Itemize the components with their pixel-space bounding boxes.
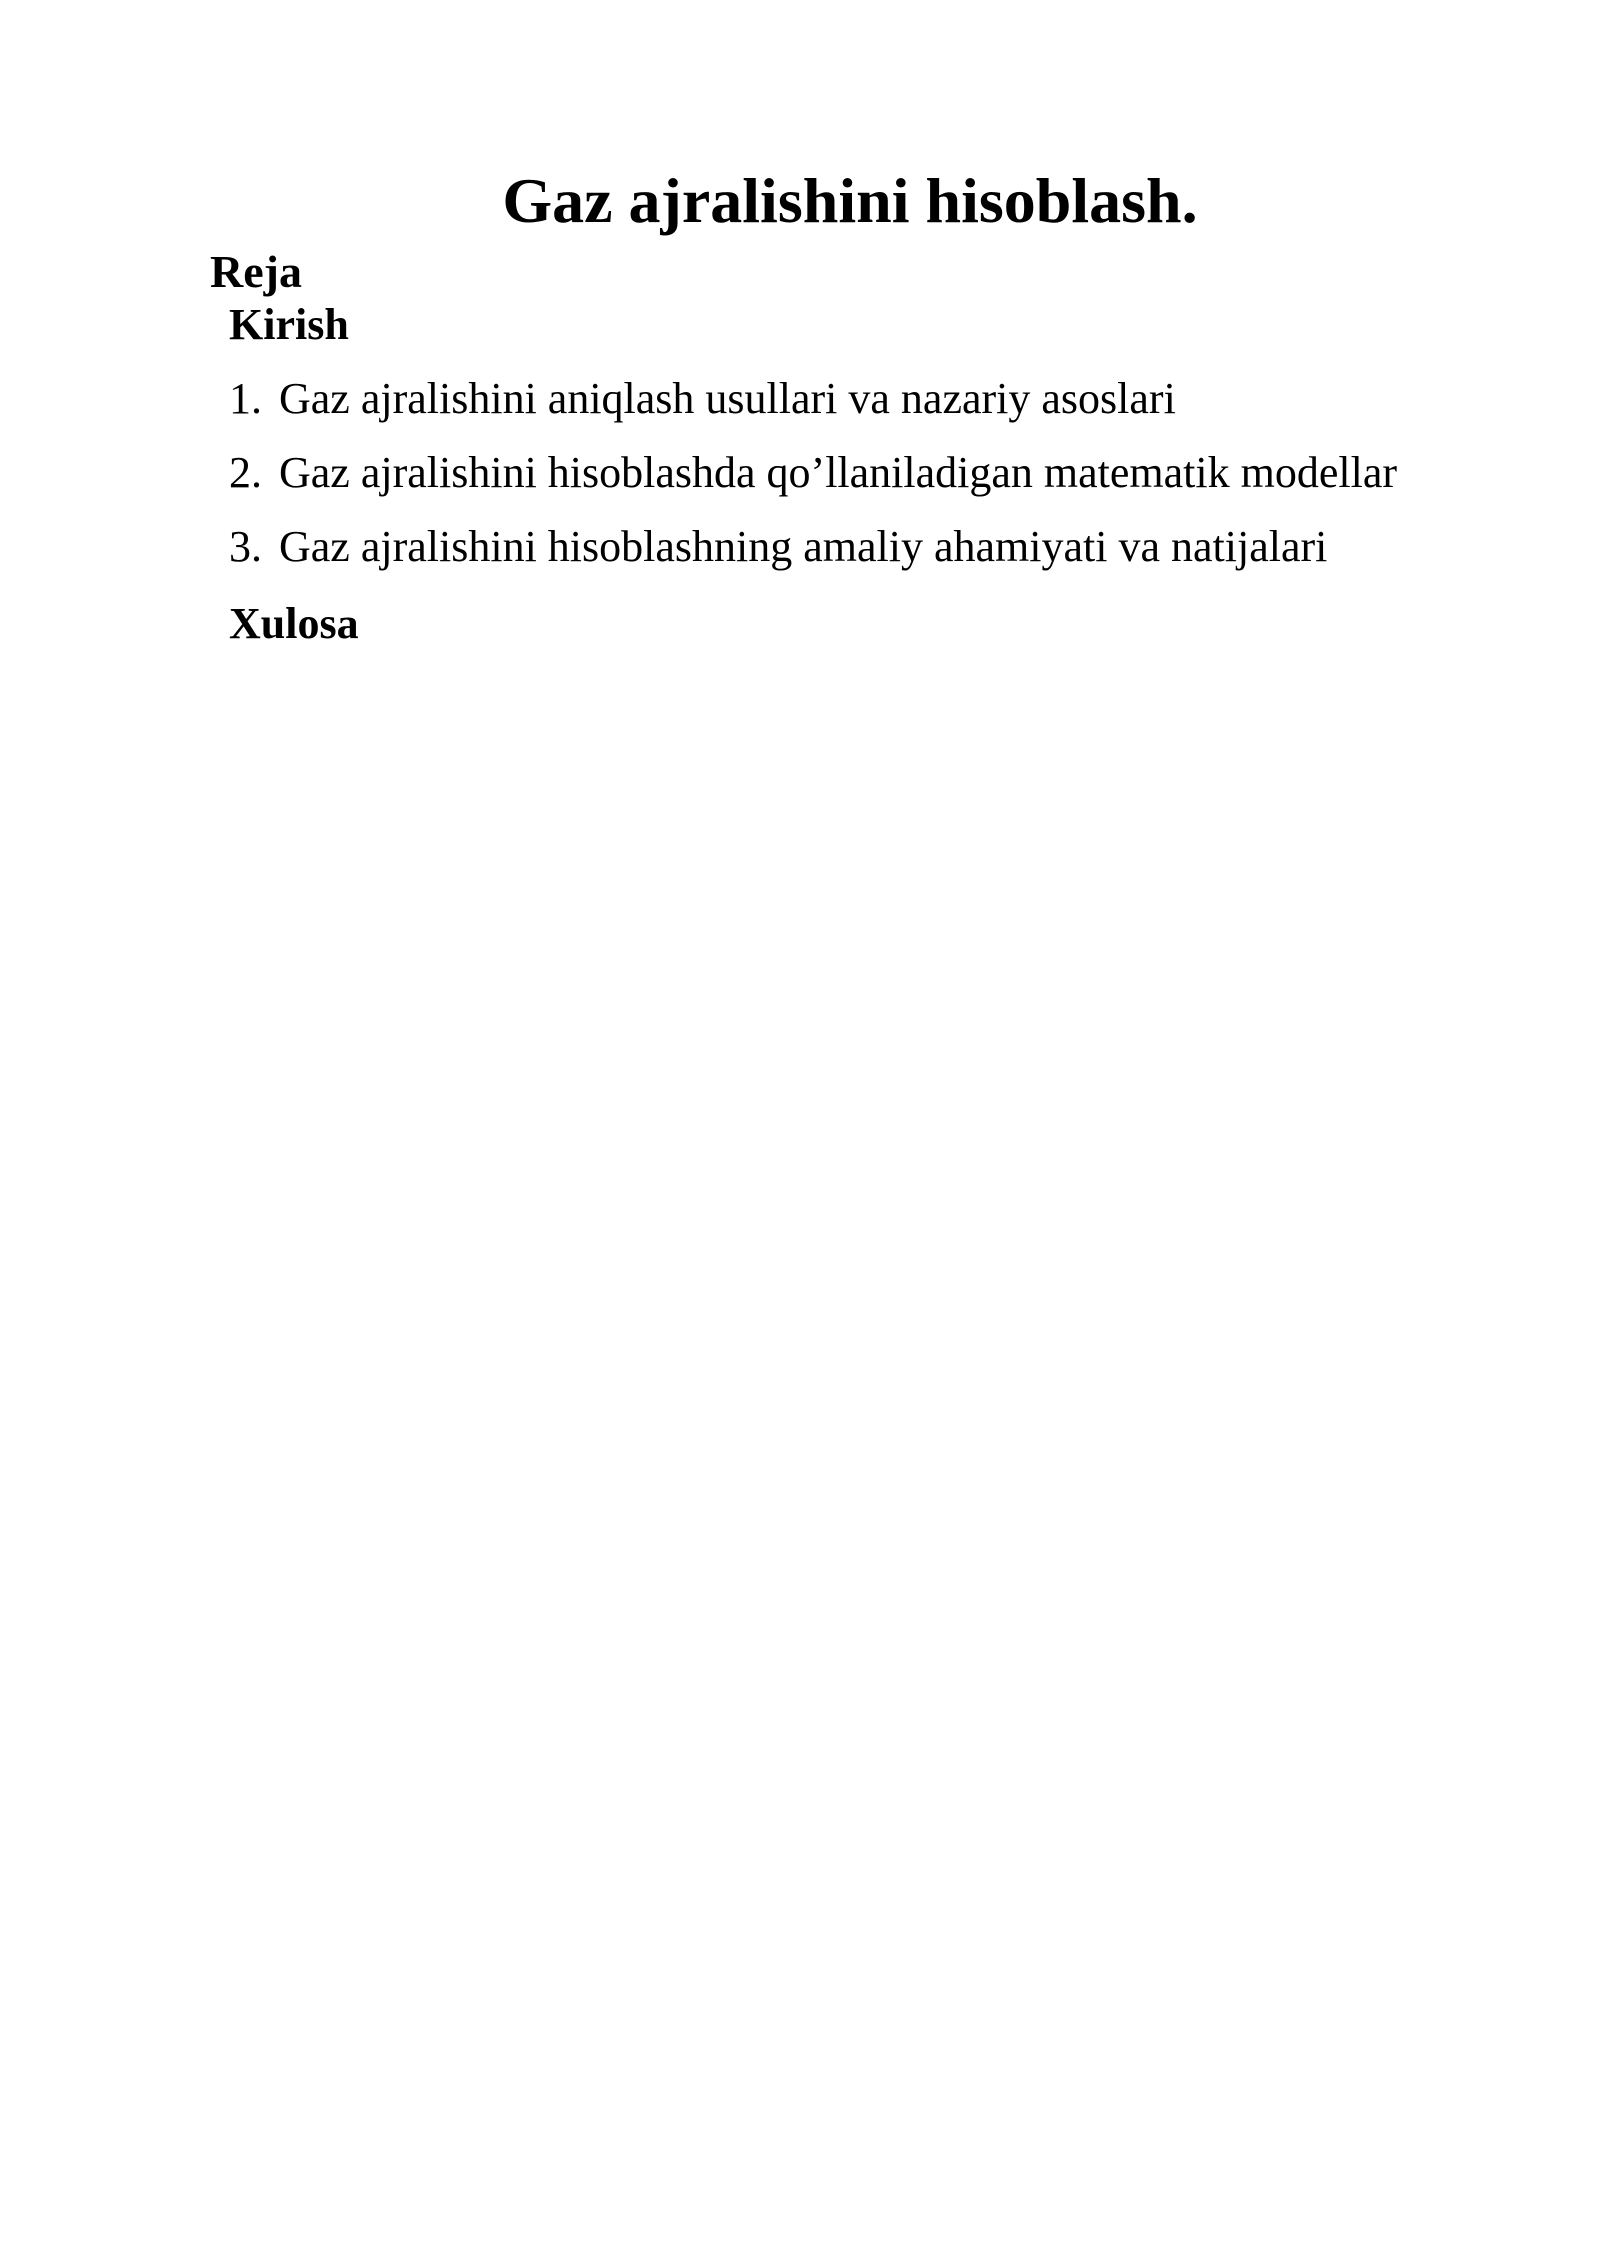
plan-item-number: 3.	[229, 522, 262, 571]
plan-item-2	[229, 446, 1397, 520]
plan-item-text: Gaz ajralishini hisoblashda qo’llaniladigan matematik modellar	[279, 448, 1398, 497]
plan-item-number: 1.	[229, 374, 262, 423]
plan-item-3	[229, 520, 1397, 594]
intro-label: Kirish	[229, 300, 349, 349]
plan-heading: Reja	[210, 246, 302, 297]
document-title: Gaz ajralishini hisoblash.	[502, 165, 1198, 236]
plan-item-number: 2.	[229, 448, 262, 497]
plan-item-text: Gaz ajralishini aniqlash usullari va nazariy asoslari	[279, 374, 1176, 423]
conclusion-label: Xulosa	[229, 599, 359, 648]
plan-item-text: Gaz ajralishini hisoblashning amaliy ahamiyati va natijalari	[279, 522, 1328, 571]
plan-list	[229, 372, 1397, 594]
plan-item-1	[229, 372, 1397, 446]
